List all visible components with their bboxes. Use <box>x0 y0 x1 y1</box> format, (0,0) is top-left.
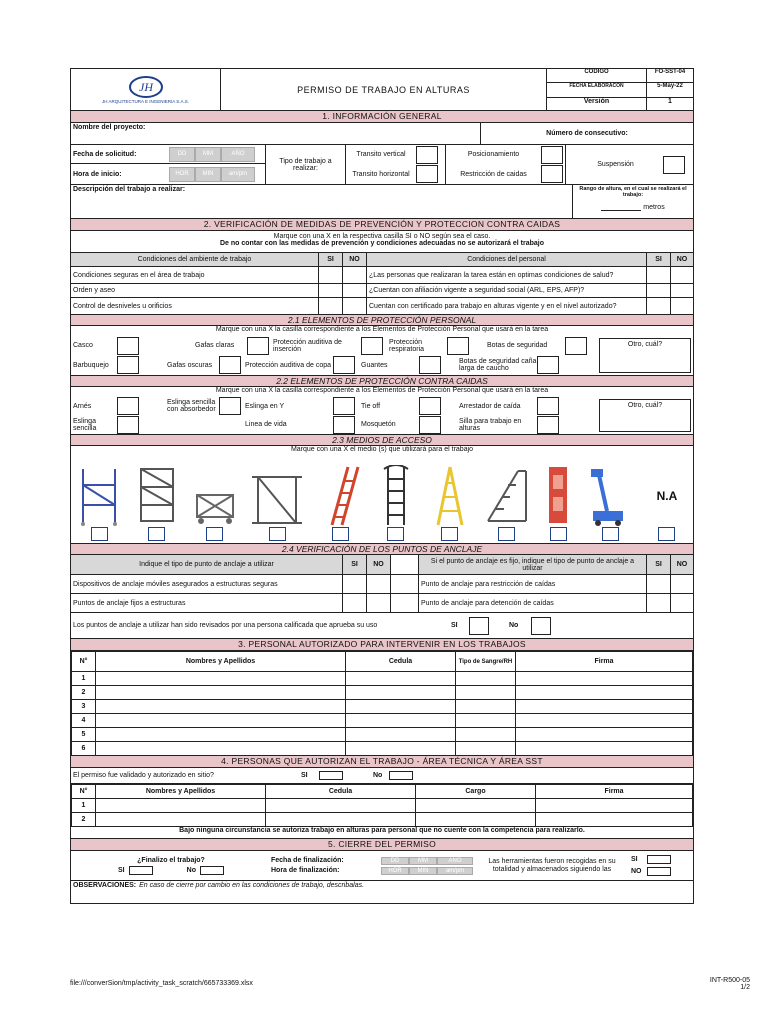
anchor-header-row <box>71 555 693 575</box>
ppe-label: Protección auditiva de inserción <box>273 338 342 353</box>
observations-label: OBSERVACIONES: <box>73 882 137 889</box>
conditions-row <box>71 267 693 284</box>
per-no-checkbox[interactable] <box>671 284 693 297</box>
mobile-platform-icon <box>193 465 237 527</box>
ppe-checkbox[interactable] <box>419 356 441 374</box>
table-row <box>72 813 693 827</box>
access-checkbox[interactable] <box>498 527 515 541</box>
access-checkbox[interactable] <box>91 527 108 541</box>
s23-instructions: Marque con una X el medio (s) que utilizará para el trabajo <box>290 446 474 453</box>
hour-field[interactable]: HOR <box>169 167 195 182</box>
ppe-label: Botas de seguridad <box>487 342 548 350</box>
form-header <box>71 69 693 111</box>
access-option <box>543 465 573 541</box>
doc-code: INT-R500-05 <box>709 977 750 984</box>
fall-element-label: Arrestador de caída <box>459 402 521 410</box>
rolling-stairs-icon <box>484 465 530 527</box>
row-number: 1 <box>72 799 96 813</box>
ppe-label: Protección auditiva de copa <box>245 361 331 369</box>
table-row <box>72 742 693 756</box>
fall-element-label: Eslinga sencilla con absorbedor <box>167 399 216 414</box>
id-cell[interactable] <box>346 672 456 686</box>
section-2-1-title: 2.1 ELEMENTOS DE PROTECCIÓN PERSONAL <box>71 315 693 326</box>
ppe-block <box>71 336 693 376</box>
positioning-block <box>446 145 566 184</box>
ppe-checkbox[interactable] <box>333 356 355 374</box>
extension-ladder-icon <box>318 465 362 527</box>
id-cell[interactable] <box>346 728 456 742</box>
fall-element-label: Tie off <box>361 402 381 410</box>
fall-element-label: Arnés <box>73 402 92 410</box>
work-type-label: Tipo de trabajo a realizar: <box>266 145 346 184</box>
section-1-title: 1. INFORMACIÓN GENERAL <box>71 111 693 123</box>
codigo-value: FO-SST-04 <box>647 69 693 83</box>
tools-si-label: SI <box>631 856 638 863</box>
table-row <box>72 672 693 686</box>
ampm-field[interactable]: am/pm <box>221 167 255 182</box>
per-no-header: NO <box>676 256 688 263</box>
suspended-platform-icon <box>250 465 304 527</box>
finished-no-label: No <box>186 866 196 874</box>
ppe-label: Gafas claras <box>195 342 235 350</box>
ppe-label: Barbuquejo <box>73 361 109 369</box>
reviewed-si-checkbox[interactable] <box>469 617 489 635</box>
authorized-personnel-table <box>71 651 693 756</box>
role-cell[interactable] <box>416 799 536 813</box>
section-5-title: 5. CIERRE DEL PERMISO <box>71 839 693 851</box>
table-row <box>72 700 693 714</box>
transit-block <box>346 145 446 184</box>
fixed-no-checkbox[interactable] <box>671 594 693 612</box>
signature-cell[interactable] <box>516 742 693 756</box>
name-cell[interactable] <box>96 700 346 714</box>
personal-condition-label: ¿Las personas que realizaran la tarea están en optimas condiciones de salud? <box>367 267 647 283</box>
end-minute-field[interactable]: MIN <box>409 867 437 875</box>
access-option <box>77 465 121 541</box>
per-si-checkbox[interactable] <box>647 284 671 297</box>
name-cell[interactable] <box>96 728 346 742</box>
fall-protection-block <box>71 397 693 435</box>
env-si-checkbox[interactable] <box>319 267 343 283</box>
validated-si-checkbox[interactable] <box>319 771 343 780</box>
blood-cell[interactable] <box>456 672 516 686</box>
s2-header-row <box>71 253 693 267</box>
blood-cell[interactable] <box>456 686 516 700</box>
file-path: file:///converSion/tmp/activity_task_scratch/665733369.xlsx <box>70 980 253 987</box>
project-row <box>71 123 693 145</box>
mast-climber-icon <box>543 465 573 527</box>
anchor-option-label: Puntos de anclaje fijos a estructuras <box>71 594 343 612</box>
anchor-no-checkbox[interactable] <box>367 594 391 612</box>
minute-field[interactable]: MIN <box>195 167 221 182</box>
name-cell[interactable] <box>96 686 346 700</box>
access-option <box>318 465 362 541</box>
year-field[interactable]: AÑO <box>221 147 255 162</box>
env-condition-label: Condiciones seguras en el área de trabajo <box>71 267 319 283</box>
version-label: Versión <box>583 98 610 105</box>
name-cell[interactable] <box>96 799 266 813</box>
personal-condition-label: Cuentan con certificado para trabajo en alturas vigente y en el nivel autorizado? <box>367 298 647 314</box>
table-row <box>72 686 693 700</box>
access-option <box>135 465 179 541</box>
anchor-si-checkbox[interactable] <box>343 594 367 612</box>
personal-conditions-header: Condiciones del personal <box>367 253 647 266</box>
anchor-row <box>71 594 693 613</box>
validated-label: El permiso fue validado y autorizado en sitio? <box>73 772 214 779</box>
section-4-title: 4. PERSONAS QUE AUTORIZAN EL TRABAJO - ÁREA TÉCNICA Y ÁREA SST <box>71 756 693 768</box>
role-cell[interactable] <box>416 813 536 827</box>
access-means-row <box>71 456 693 544</box>
s21-instructions: Marque con una X la casilla correspondiente a los Elementos de Protección Personal que usará en la tarea <box>215 326 549 333</box>
signature-cell[interactable] <box>516 728 693 742</box>
access-option <box>250 465 304 541</box>
ppe-label: Botas de seguridad caña larga de caucho <box>459 358 537 373</box>
ppe-checkbox[interactable] <box>219 356 241 374</box>
id-cell[interactable] <box>346 742 456 756</box>
permit-form <box>70 68 694 904</box>
env-no-header: NO <box>343 253 367 266</box>
reviewed-no-label: No <box>509 622 519 629</box>
end-year-field[interactable]: AÑO <box>437 857 473 865</box>
anchor-si-header: SI <box>343 555 367 574</box>
id-cell[interactable] <box>346 714 456 728</box>
col-header: N° <box>72 652 96 672</box>
access-checkbox[interactable] <box>332 527 349 541</box>
fall-other-field[interactable] <box>599 399 691 432</box>
closure-row <box>71 851 693 881</box>
fall-element-label: Mosquetón <box>361 421 396 429</box>
horizontal-transit-label: Transito horizontal <box>352 170 410 178</box>
env-no-checkbox[interactable] <box>343 267 367 283</box>
fecha-value: 5-May-22 <box>647 83 693 98</box>
codigo-label: CÓDIGO <box>547 69 646 83</box>
ppe-label: Gafas oscuras <box>167 361 213 369</box>
table-header-row <box>72 785 693 799</box>
access-checkbox[interactable] <box>550 527 567 541</box>
fixed-anchor-label: Punto de anclaje para restricción de caídas <box>419 575 647 593</box>
access-checkbox[interactable] <box>148 527 165 541</box>
fall-element-checkbox[interactable] <box>537 416 559 434</box>
height-range-label: Rango de altura, en el cual se realizará el trabajo: <box>579 186 687 198</box>
name-cell[interactable] <box>96 714 346 728</box>
validated-no-label: No <box>373 772 383 779</box>
reviewed-si-label: SI <box>451 622 458 629</box>
col-header: Cedula <box>346 652 456 672</box>
access-checkbox[interactable] <box>658 527 675 541</box>
signature-cell[interactable] <box>516 686 693 700</box>
col-header: N° <box>72 785 96 799</box>
signature-cell[interactable] <box>536 813 693 827</box>
s2-instruction-1: Marque con una X en la respectiva casilla SI o NO según sea el caso. <box>273 233 491 240</box>
fall-restriction-checkbox[interactable] <box>541 165 563 183</box>
id-cell[interactable] <box>266 799 416 813</box>
request-date-label: Fecha de solicitud: <box>73 150 137 158</box>
suspension-label: Suspensión <box>597 161 634 168</box>
spacer <box>391 575 419 593</box>
access-option <box>193 465 237 541</box>
fall-element-checkbox[interactable] <box>117 397 139 415</box>
access-checkbox[interactable] <box>269 527 286 541</box>
conditions-row <box>71 284 693 298</box>
env-condition-label: Control de desniveles u orificios <box>71 298 319 314</box>
s2-instruction-2: De no contar con las medidas de prevención y condiciones adecuadas no se autorizará el trabajo <box>219 240 545 247</box>
access-option <box>587 465 633 541</box>
personal-condition-label: ¿Cuentan con afiliación vigente a seguridad social (ARL, EPS, AFP)? <box>367 284 647 297</box>
suspension-checkbox[interactable] <box>663 156 685 174</box>
env-no-checkbox[interactable] <box>343 284 367 297</box>
access-option <box>376 465 416 541</box>
end-time-label: Hora de finalización: <box>271 867 340 874</box>
fall-element-checkbox[interactable] <box>333 397 355 415</box>
validated-row <box>71 768 693 784</box>
positioning-label: Posicionamiento <box>467 151 520 158</box>
signature-cell[interactable] <box>516 700 693 714</box>
name-cell[interactable] <box>96 672 346 686</box>
ppe-other-label: Otro, cuál? <box>627 341 663 348</box>
name-cell[interactable] <box>96 813 266 827</box>
fixed-ladder-icon <box>376 465 416 527</box>
fall-element-label: Eslinga en Y <box>245 402 285 410</box>
env-si-header: SI <box>319 253 343 266</box>
finished-si-checkbox[interactable] <box>129 866 153 875</box>
fall-element-checkbox[interactable] <box>333 416 355 434</box>
ppe-other-field[interactable] <box>599 338 691 373</box>
form-title: PERMISO DE TRABAJO EN ALTURAS <box>221 69 547 110</box>
vertical-transit-label: Transito vertical <box>356 151 406 158</box>
section-2-3-title: 2.3 MEDIOS DE ACCESO <box>71 435 693 446</box>
table-header-row <box>72 652 693 672</box>
logo-icon <box>126 75 166 99</box>
month-field[interactable]: MM <box>195 147 221 162</box>
finished-si-label: SI <box>118 866 125 874</box>
access-option <box>484 465 530 541</box>
meta-labels <box>547 69 647 110</box>
tower-scaffold-icon <box>135 465 179 527</box>
ppe-checkbox[interactable] <box>565 337 587 355</box>
meters-label: metros <box>643 204 665 211</box>
observations-field[interactable] <box>71 881 693 903</box>
ppe-checkbox[interactable] <box>247 337 269 355</box>
end-hour-field[interactable]: HOR <box>381 867 409 875</box>
row-number: 5 <box>72 728 96 742</box>
ppe-label: Casco <box>73 342 93 350</box>
vertical-transit-checkbox[interactable] <box>416 146 438 164</box>
suspension-block <box>566 145 693 184</box>
fall-element-label: Silla para trabajo en alturas <box>459 417 522 432</box>
consecutive-field[interactable]: Número de consecutivo: <box>546 130 628 137</box>
table-row <box>72 728 693 742</box>
anchor-reviewed-label: Los puntos de anclaje a utilizar han sido revisados por una persona calificada que aprueba su uso <box>73 622 378 629</box>
anchor-option-label: Dispositivos de anclaje móviles asegurados a estructuras seguras <box>71 575 343 593</box>
authorizers-table <box>71 784 693 827</box>
anchor-si-checkbox[interactable] <box>343 575 367 593</box>
row-number: 3 <box>72 700 96 714</box>
s2-instructions <box>71 231 693 253</box>
na-label: N.A <box>656 489 678 503</box>
row-number: 6 <box>72 742 96 756</box>
col-header: Nombres y Apellidos <box>96 652 346 672</box>
meta-values <box>647 69 693 110</box>
env-condition-label: Orden y aseo <box>71 284 319 297</box>
col-header: Tipo de Sangre/RH <box>456 652 516 672</box>
id-cell[interactable] <box>266 813 416 827</box>
anchor-no-header: NO <box>367 555 391 574</box>
spacer <box>391 594 419 612</box>
anchor-type-header: Indique el tipo de punto de anclaje a utilizar <box>71 555 343 574</box>
fixed-anchor-header: Si el punto de anclaje es fijo, indique el tipo de punto de anclaje a utilizar <box>419 555 647 574</box>
blood-cell[interactable] <box>456 700 516 714</box>
tools-no-checkbox[interactable] <box>647 867 671 876</box>
end-day-field[interactable]: DD <box>381 857 409 865</box>
end-ampm-field[interactable]: am/pm <box>437 867 473 875</box>
day-field[interactable]: DD <box>169 147 195 162</box>
blood-cell[interactable] <box>456 728 516 742</box>
fixed-si-checkbox[interactable] <box>647 594 671 612</box>
validated-si-label: SI <box>301 772 308 779</box>
env-si-checkbox[interactable] <box>319 298 343 314</box>
section-2-4-title: 2.4 VERIFICACIÓN DE LOS PUNTOS DE ANCLAJE <box>71 544 693 555</box>
fall-element-checkbox[interactable] <box>419 416 441 434</box>
fixed-no-checkbox[interactable] <box>671 575 693 593</box>
access-checkbox[interactable] <box>602 527 619 541</box>
end-month-field[interactable]: MM <box>409 857 437 865</box>
ppe-checkbox[interactable] <box>361 337 383 355</box>
fixed-anchor-label: Punto de anclaje para detención de caídas <box>419 594 647 612</box>
conditions-row <box>71 298 693 315</box>
start-time-label: Hora de inicio: <box>73 170 122 178</box>
access-option <box>430 465 470 541</box>
fixed-si-checkbox[interactable] <box>647 575 671 593</box>
section-2-2-title: 2.2 ELEMENTOS DE PROTECCIÓN CONTRA CAIDAS <box>71 376 693 387</box>
boom-lift-icon <box>587 465 633 527</box>
fall-element-checkbox[interactable] <box>537 397 559 415</box>
env-conditions-header: Condiciones del ambiente de trabajo <box>71 253 319 266</box>
access-checkbox[interactable] <box>441 527 458 541</box>
access-option <box>647 465 687 541</box>
fall-element-checkbox[interactable] <box>117 416 139 434</box>
col-header: Cargo <box>416 785 536 799</box>
table-row <box>72 799 693 813</box>
validated-no-checkbox[interactable] <box>389 771 413 780</box>
blood-cell[interactable] <box>456 742 516 756</box>
fecha-label: FECHA ELABORACÓN <box>547 83 646 98</box>
positioning-checkbox[interactable] <box>541 146 563 164</box>
per-si-checkbox[interactable] <box>647 298 671 314</box>
signature-cell[interactable] <box>536 799 693 813</box>
height-range-block <box>573 185 693 218</box>
observations-hint: En caso de cierre por cambio en las condiciones de trabajo, describalas. <box>139 882 365 889</box>
per-si-checkbox[interactable] <box>647 267 671 283</box>
col-header: Cedula <box>266 785 416 799</box>
tools-collected-label: Las herramientas fueron recogidas en su totalidad y almacenados siguiendo las <box>488 857 616 873</box>
version-value: 1 <box>668 98 672 105</box>
fall-other-label: Otro, cuál? <box>627 402 663 409</box>
blood-cell[interactable] <box>456 714 516 728</box>
end-date-label: Fecha de finalización: <box>271 857 344 864</box>
tools-no-label: NO <box>631 868 642 875</box>
section-2-title: 2. VERIFICACIÓN DE MEDIDAS DE PREVENCIÓN Y PROTECCION CONTRA CAIDAS <box>71 219 693 231</box>
name-cell[interactable] <box>96 742 346 756</box>
date-time-block <box>71 145 266 184</box>
svg-text:JH: JH <box>138 80 153 94</box>
row-number: 4 <box>72 714 96 728</box>
company-logo <box>71 69 221 110</box>
finished-no-checkbox[interactable] <box>200 866 224 875</box>
anchor-reviewed-row <box>71 613 693 639</box>
signature-cell[interactable] <box>516 714 693 728</box>
env-si-checkbox[interactable] <box>319 284 343 297</box>
row-number: 2 <box>72 686 96 700</box>
ppe-checkbox[interactable] <box>117 337 139 355</box>
fixed-si-header: SI <box>647 555 671 574</box>
col-header: Firma <box>536 785 693 799</box>
fall-element-label: Eslinga sencilla <box>73 417 97 432</box>
signature-cell[interactable] <box>516 672 693 686</box>
section-3-title: 3. PERSONAL AUTORIZADO PARA INTERVENIR EN LOS TRABAJOS <box>71 639 693 651</box>
fixed-no-header: NO <box>671 555 693 574</box>
reviewed-no-checkbox[interactable] <box>531 617 551 635</box>
ppe-checkbox[interactable] <box>447 337 469 355</box>
fall-element-label: Linea de vida <box>245 421 287 429</box>
per-no-checkbox[interactable] <box>671 298 693 314</box>
footer-codes <box>690 977 750 991</box>
scaffold-icon <box>77 465 121 527</box>
anchor-no-checkbox[interactable] <box>367 575 391 593</box>
ppe-checkbox[interactable] <box>117 356 139 374</box>
tools-si-checkbox[interactable] <box>647 855 671 864</box>
page-number: 1/2 <box>740 984 750 991</box>
fall-element-checkbox[interactable] <box>419 397 441 415</box>
logo-text: JH ARQUITECTURA E INGENIERIA S.A.S. <box>101 99 190 104</box>
ppe-label: Guantes <box>361 361 388 369</box>
fall-element-checkbox[interactable] <box>219 397 241 415</box>
project-name-field[interactable]: Nombre del proyecto: <box>71 123 481 144</box>
row-number: 1 <box>72 672 96 686</box>
col-header: Firma <box>516 652 693 672</box>
id-cell[interactable] <box>346 700 456 714</box>
per-si-header: SI <box>647 253 671 266</box>
ppe-checkbox[interactable] <box>537 356 559 374</box>
height-value-field[interactable] <box>601 210 641 211</box>
id-cell[interactable] <box>346 686 456 700</box>
step-ladder-icon <box>430 465 470 527</box>
col-header: Nombres y Apellidos <box>96 785 266 799</box>
table-row <box>72 714 693 728</box>
ppe-label: Protección respiratoria <box>389 338 425 353</box>
horizontal-transit-checkbox[interactable] <box>416 165 438 183</box>
env-no-checkbox[interactable] <box>343 298 367 314</box>
access-checkbox[interactable] <box>206 527 223 541</box>
access-checkbox[interactable] <box>387 527 404 541</box>
anchor-row <box>71 575 693 594</box>
s22-instructions: Marque con una X la casilla correspondiente a los Elementos de Protección Personal que usará en la tarea <box>215 387 549 394</box>
per-no-checkbox[interactable] <box>671 267 693 283</box>
schedule-row <box>71 145 693 185</box>
description-row <box>71 185 693 219</box>
row-number: 2 <box>72 813 96 827</box>
work-description-field[interactable]: Descripción del trabajo a realizar: <box>71 185 573 218</box>
fall-restriction-label: Restricción de caidas <box>460 170 527 178</box>
spacer <box>391 555 419 574</box>
finished-label: ¿Finalizo el trabajo? <box>137 856 205 864</box>
competence-note: Bajo ninguna circunstancia se autoriza trabajo en alturas para personal que no cuente con la competencia para realizarlo. <box>71 827 693 839</box>
